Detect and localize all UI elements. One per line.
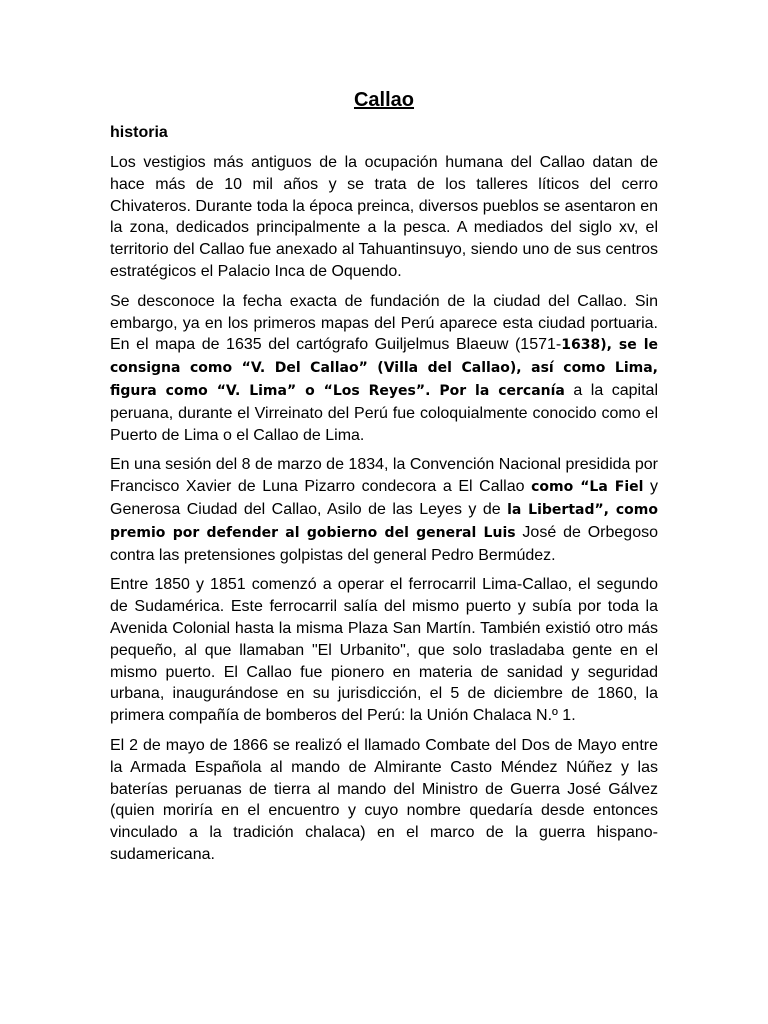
document-page <box>110 86 658 874</box>
paragraph-3-bold-text-2: la Libertad”, como premio por defender al gobierno del general Luis <box>110 501 658 541</box>
paragraph-3-text-end: José de Orbegoso contra las pretensiones golpistas del general Pedro Bermúdez. <box>110 523 658 564</box>
paragraph-2 <box>110 291 658 447</box>
paragraph-2-text-start: Se desconoce la fecha exacta de fundación de la ciudad del Callao. Sin embargo, ya en los primeros mapas del Perú aparece esta ciudad portuaria. En el mapa de 1635 del cartógrafo Guiljelmus Blaeuw (1571- <box>110 292 658 354</box>
paragraph-3-bold-text-1: como “La Fiel <box>531 479 644 496</box>
paragraph-4-text: Entre 1850 y 1851 comenzó a operar el ferrocarril Lima-Callao, el segundo de Sudamérica. Este ferrocarril salía del mismo puerto y subía por toda la Avenida Colonial hasta la misma Plaza San Martín. También existió otro más pequeño, al que llamaban "El Urbanito", que solo trasladaba gente en el mismo puerto. El Callao fue pionero en materia de sanidad y seguridad urbana, inaugurándose en su jurisdicción, el 5 de diciembre de 1860, la primera compañía de bomberos del Perú: la Unión Chalaca N.º 1. <box>110 576 658 725</box>
document-title: Callao <box>353 89 415 111</box>
paragraph-3 <box>110 454 658 566</box>
paragraph-1-text: Los vestigios más antiguos de la ocupación humana del Callao datan de hace más de 10 mil años y se trata de los talleres líticos del cerro Chivateros. Durante toda la época preinca, diversos pueblos se asentaron en la zona, dedicados principalmente a la pesca. A mediados del siglo xv, el territorio del Callao fue anexado al Tahuantinsuyo, siendo uno de sus centros estratégicos el Palacio Inca de Oquendo. <box>110 154 658 280</box>
paragraph-4 <box>110 574 658 727</box>
paragraph-3-text-middle: y Generosa Ciudad del Callao, Asilo de las Leyes y de <box>110 478 658 518</box>
paragraph-5 <box>110 735 658 866</box>
paragraph-2-text-end: a la capital peruana, durante el Virreinato del Perú fue coloquialmente conocido como el Puerto de Lima o el Callao de Lima. <box>110 381 659 444</box>
paragraph-2-bold-text: 1638), se le consigna como “V. Del Callao” (Villa del Callao), así como Lima, figura como “V. Lima” o “Los Reyes”. Por la cercanía <box>110 337 659 399</box>
paragraph-1 <box>110 152 658 283</box>
paragraph-5-text: El 2 de mayo de 1866 se realizó el llamado Combate del Dos de Mayo entre la Armada Española al mando de Almirante Casto Méndez Núñez y las baterías peruanas de tierra al mando del Ministro de Guerra José Gálvez (quien moriría en el encuentro y cuyo nombre quedaría desde entonces vinculado a la tradición chalaca) en el marco de la guerra hispano-sudamericana. <box>110 736 658 863</box>
section-heading: historia <box>110 124 168 141</box>
paragraph-3-text-start: En una sesión del 8 de marzo de 1834, la Convención Nacional presidida por Francisco Xavier de Luna Pizarro condecora a El Callao <box>110 456 658 496</box>
